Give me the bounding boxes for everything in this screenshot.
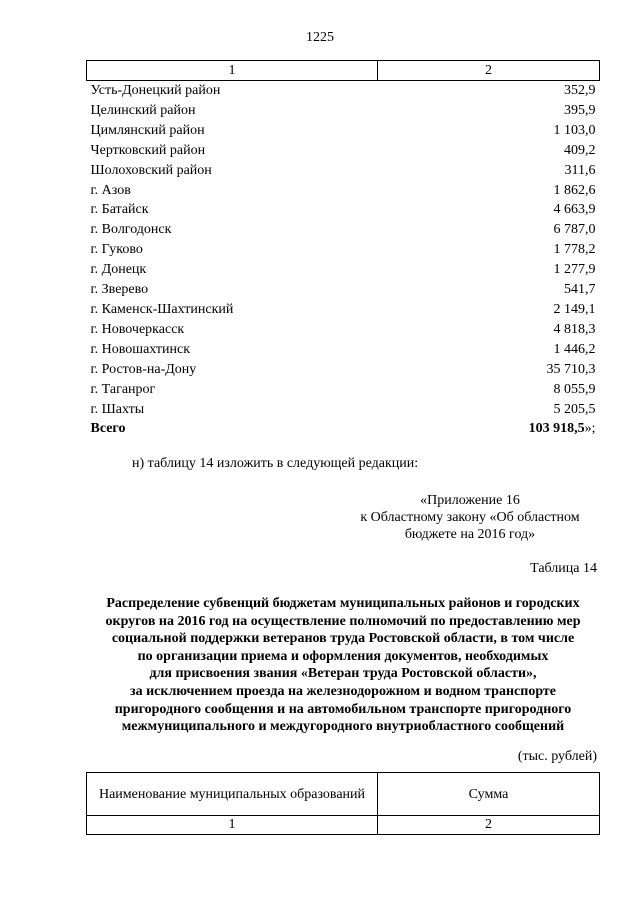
subvention-amount: 4 663,9 (553, 202, 596, 218)
municipality-name: г. Азов (90, 182, 131, 198)
table-row (87, 360, 600, 380)
municipality-name: г. Зверево (90, 282, 149, 298)
table-row (87, 101, 600, 121)
total-amount: 103 918,5 (528, 421, 585, 437)
subvention-amount: 8 055,9 (553, 381, 596, 397)
table-row (87, 141, 600, 161)
table-row (87, 161, 600, 181)
units-label: (тыс. рублей) (517, 749, 597, 764)
municipality-name: г. Шахты (90, 401, 145, 417)
table-row (87, 260, 600, 280)
municipality-name: г. Таганрог (90, 381, 156, 397)
municipality-name: Цимлянский район (90, 122, 205, 138)
municipality-name: г. Волгодонск (90, 222, 172, 238)
municipality-name: г. Гуково (90, 242, 143, 258)
total-label: Всего (90, 421, 126, 437)
appendix-line-3: бюджете на 2016 год» (404, 527, 536, 542)
title-line: для присвоения звания «Ветеран труда Ростовской области», (149, 666, 537, 682)
municipality-name: г. Каменск-Шахтинский (90, 301, 234, 317)
table-row (87, 400, 600, 420)
title-line: социальной поддержки ветеранов труда Ростовской области, в том числе (111, 631, 575, 647)
column-number-2: 2 (378, 61, 600, 81)
municipality-name: Шолоховский район (90, 162, 212, 178)
table-row (87, 181, 600, 201)
column-number-1: 1 (87, 816, 378, 835)
table-header-row (87, 61, 600, 81)
table-label: Таблица 14 (530, 561, 597, 576)
title-line: округов на 2016 год на осуществление полномочий по предоставлению мер (105, 613, 581, 629)
subvention-amount: 1 862,6 (553, 182, 596, 198)
column-header-name: Наименование муниципальных образований (87, 773, 378, 816)
table-row (87, 121, 600, 141)
title-line: межмуниципального и междугородного внутриобластного сообщений (121, 719, 565, 735)
table-row (87, 200, 600, 220)
subvention-amount: 35 710,3 (546, 361, 596, 377)
subvention-amount: 1 277,9 (553, 262, 596, 278)
table-row (87, 300, 600, 320)
municipality-name: г. Батайск (90, 202, 149, 218)
subvention-amount: 5 205,5 (553, 401, 596, 417)
municipality-name: Усть-Донецкий район (90, 83, 221, 98)
appendix-reference (340, 492, 600, 543)
subvention-amount: 1 778,2 (553, 242, 596, 258)
title-line: за исключением проезда на железнодорожном и водном транспорте (129, 683, 557, 699)
closing-quote: »; (584, 421, 596, 437)
column-number-2: 2 (378, 816, 600, 835)
table-row (87, 320, 600, 340)
amendment-instruction: н) таблицу 14 изложить в следующей редакции: (132, 456, 419, 471)
subvention-table-continuation (86, 60, 600, 439)
municipality-name: Чертковский район (90, 142, 206, 158)
table-row (87, 240, 600, 260)
subvention-amount: 2 149,1 (553, 301, 596, 317)
table-row (87, 340, 600, 360)
total-row (87, 419, 600, 439)
title-line: пригородного сообщения и на автомобильном транспорте пригородного (114, 701, 572, 717)
subvention-amount: 6 787,0 (553, 222, 596, 238)
municipality-name: г. Ростов-на-Дону (90, 361, 197, 377)
appendix-line-1: «Приложение 16 (420, 493, 520, 508)
municipality-name: г. Новочеркасск (90, 321, 185, 337)
subvention-amount: 311,6 (564, 162, 596, 178)
municipality-name: г. Новошахтинск (90, 341, 191, 357)
table-row (87, 81, 600, 101)
municipality-name: Целинский район (90, 102, 196, 118)
subvention-amount: 352,9 (564, 83, 596, 98)
subvention-amount: 1 446,2 (553, 341, 596, 357)
title-line: Распределение субвенций бюджетам муниципальных районов и городских (106, 596, 580, 611)
subvention-amount: 395,9 (564, 102, 596, 118)
subvention-amount: 541,7 (564, 282, 596, 298)
page-number: 1225 (306, 30, 334, 45)
subvention-amount: 1 103,0 (553, 122, 596, 138)
subvention-amount: 409,2 (564, 142, 596, 158)
column-header-sum: Сумма (378, 773, 600, 816)
table-row (87, 280, 600, 300)
total-amount-cell (378, 419, 600, 439)
municipality-name: г. Донецк (90, 262, 147, 278)
table-row (87, 220, 600, 240)
column-number-1: 1 (87, 61, 378, 81)
table-row (87, 380, 600, 400)
table-title (80, 595, 606, 736)
table2-header-row (87, 773, 600, 816)
table2-number-row (87, 816, 600, 835)
subvention-amount: 4 818,3 (553, 321, 596, 337)
title-line: по организации приема и оформления документов, необходимых (137, 648, 549, 664)
appendix-line-2: к Областному закону «Об областном (360, 510, 580, 525)
subvention-table-header (86, 772, 600, 835)
